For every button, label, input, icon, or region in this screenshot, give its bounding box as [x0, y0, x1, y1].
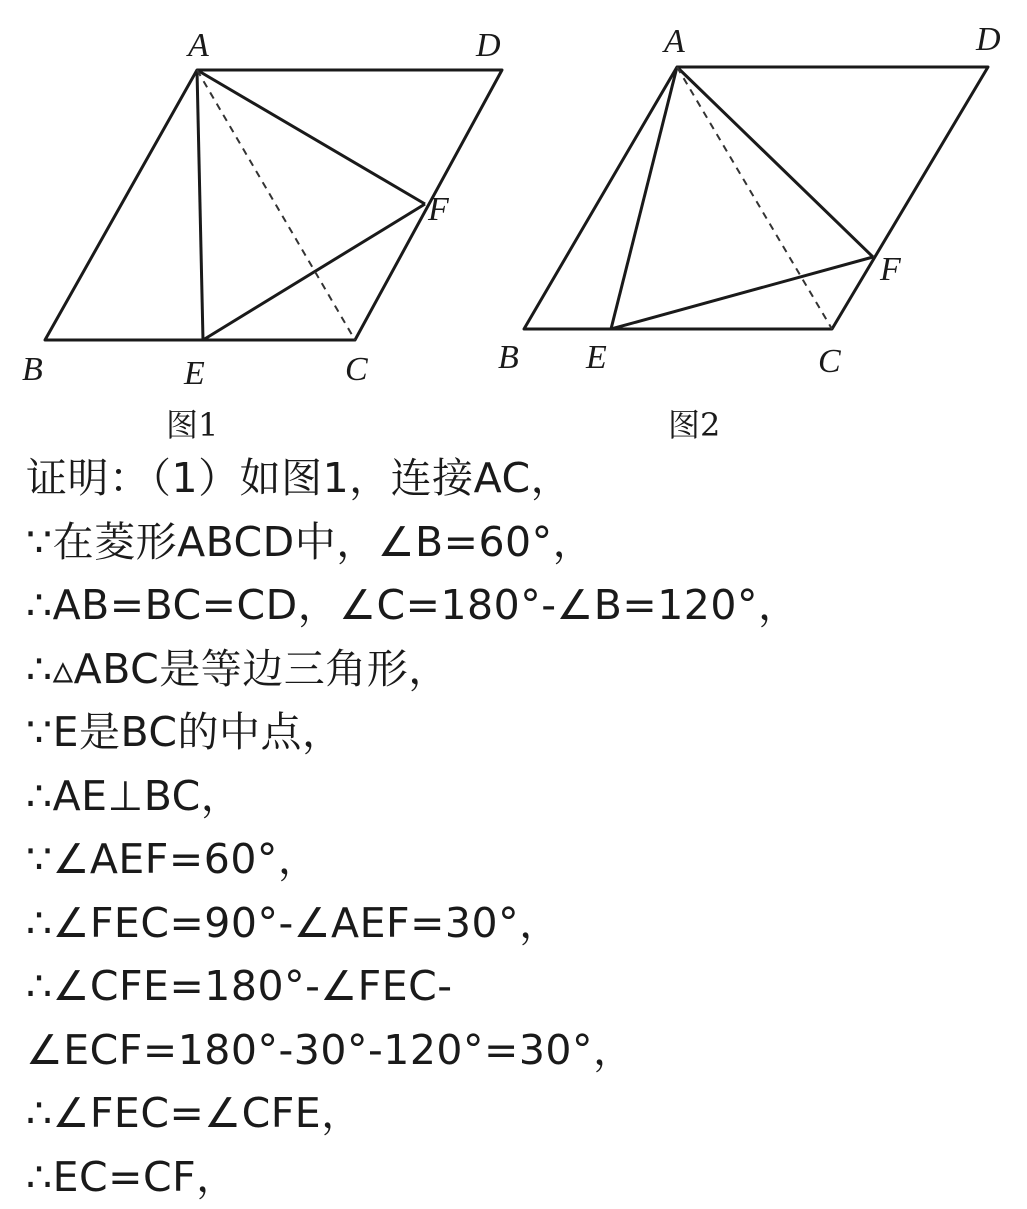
- segment-ae-fig1: [197, 70, 203, 340]
- label-d-fig1: D: [475, 27, 501, 64]
- proof-text: [26, 447, 1016, 1209]
- label-b-fig2: B: [498, 339, 519, 376]
- label-a-fig2: A: [662, 23, 685, 60]
- proof-line-7: ∵∠AEF=60°，: [26, 828, 1016, 892]
- segment-ae-fig2: [611, 67, 677, 329]
- label-a-fig1: A: [186, 27, 209, 64]
- proof-line-9: ∴∠CFE=180°-∠FEC-: [26, 955, 1016, 1019]
- label-b-fig1: B: [22, 351, 43, 388]
- proof-line-6: ∴AE⊥BC，: [26, 765, 1016, 829]
- figure-1: [22, 27, 502, 444]
- segment-af-fig1: [197, 70, 425, 204]
- label-f-fig1: F: [427, 191, 450, 228]
- caption-fig2: 图2: [668, 406, 720, 444]
- label-f-fig2: F: [879, 251, 902, 288]
- segment-ef-fig2: [611, 257, 873, 329]
- proof-line-10: ∠ECF=180°-30°-120°=30°，: [26, 1019, 1016, 1083]
- label-e-fig2: E: [585, 339, 607, 376]
- caption-fig1: 图1: [166, 406, 218, 444]
- label-c-fig1: C: [345, 351, 368, 388]
- figure-2: [498, 21, 1001, 444]
- label-d-fig2: D: [975, 21, 1001, 58]
- segment-af-fig2: [677, 67, 873, 257]
- label-c-fig2: C: [818, 343, 841, 380]
- proof-line-1: 证明：（1）如图1，连接AC，: [26, 447, 1016, 511]
- proof-line-4: ∴▵ABC是等边三角形，: [26, 638, 1016, 702]
- proof-line-8: ∴∠FEC=90°-∠AEF=30°，: [26, 892, 1016, 956]
- proof-line-5: ∵E是BC的中点，: [26, 701, 1016, 765]
- proof-line-11: ∴∠FEC=∠CFE，: [26, 1082, 1016, 1146]
- label-e-fig1: E: [183, 355, 205, 392]
- geometry-figures: [0, 0, 1027, 450]
- proof-line-2: ∵在菱形ABCD中，∠B=60°，: [26, 511, 1016, 575]
- dashed-segment-ac-fig1: [197, 70, 355, 340]
- proof-line-12: ∴EC=CF，: [26, 1146, 1016, 1209]
- proof-line-3: ∴AB=BC=CD，∠C=180°-∠B=120°，: [26, 574, 1016, 638]
